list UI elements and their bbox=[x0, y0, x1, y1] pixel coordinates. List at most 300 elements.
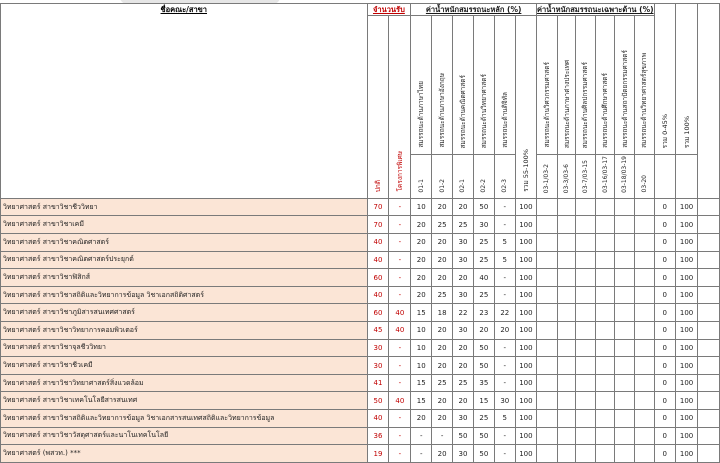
special-sum-cell[interactable]: 0 bbox=[654, 357, 675, 375]
table-row[interactable] bbox=[1, 216, 720, 234]
special-weight-cell[interactable] bbox=[576, 374, 596, 392]
program-name-cell[interactable]: วิทยาศาสตร์ สาขาวิชาจุลชีววิทยา bbox=[1, 339, 368, 357]
core-weight-cell[interactable]: 20 bbox=[432, 198, 453, 216]
core-weight-cell[interactable]: 20 bbox=[432, 269, 453, 287]
special-weight-cell[interactable] bbox=[595, 269, 615, 287]
special-sum-cell[interactable]: 0 bbox=[654, 286, 675, 304]
quota-special-cell[interactable]: - bbox=[389, 427, 411, 445]
special-weight-cell[interactable] bbox=[595, 427, 615, 445]
special-sum-cell[interactable]: 0 bbox=[654, 427, 675, 445]
grand-total-cell[interactable]: 100 bbox=[675, 198, 697, 216]
special-weight-cell[interactable] bbox=[634, 198, 654, 216]
core-weight-cell[interactable]: 10 bbox=[411, 198, 432, 216]
grand-total-cell[interactable]: 100 bbox=[675, 251, 697, 269]
special-weight-cell[interactable] bbox=[576, 410, 596, 428]
core-weight-cell[interactable]: 20 bbox=[411, 410, 432, 428]
program-name-cell[interactable]: วิทยาศาสตร์ สาขาวิชาชีววิทยา bbox=[1, 198, 368, 216]
core-weight-cell[interactable]: 10 bbox=[411, 357, 432, 375]
special-code: 03-1/03-2 bbox=[537, 155, 558, 199]
core-weight-cell[interactable]: 50 bbox=[473, 445, 494, 463]
special-weight-cell[interactable] bbox=[634, 286, 654, 304]
special-total-header: รวม 0-45% bbox=[654, 4, 675, 155]
core-weight-cell[interactable]: 25 bbox=[432, 286, 453, 304]
core-weight-cell[interactable]: - bbox=[411, 427, 432, 445]
core-weight-cell[interactable]: 10 bbox=[411, 339, 432, 357]
core-weight-cell[interactable]: 25 bbox=[473, 410, 494, 428]
special-weight-cell[interactable] bbox=[576, 234, 596, 252]
core-weight-cell[interactable]: 25 bbox=[473, 251, 494, 269]
special-weight-cell[interactable] bbox=[595, 357, 615, 375]
grand-total-cell[interactable]: 100 bbox=[675, 322, 697, 340]
core-weight-cell[interactable]: 20 bbox=[432, 357, 453, 375]
core-weight-cell[interactable]: 25 bbox=[473, 286, 494, 304]
core-weight-cell[interactable]: 30 bbox=[473, 216, 494, 234]
special-weight-cell[interactable] bbox=[537, 445, 558, 463]
special-weight-cell[interactable] bbox=[537, 339, 558, 357]
special-weight-cell[interactable] bbox=[634, 410, 654, 428]
core-weight-cell[interactable]: 10 bbox=[411, 322, 432, 340]
special-weight-cell[interactable] bbox=[615, 251, 635, 269]
quota-special-cell[interactable]: 40 bbox=[389, 304, 411, 322]
core-weight-cell[interactable]: 25 bbox=[432, 374, 453, 392]
core-sum-cell[interactable]: 100 bbox=[515, 339, 536, 357]
blank-cell[interactable] bbox=[698, 304, 720, 322]
quota-normal-cell[interactable]: 40 bbox=[367, 286, 389, 304]
special-weight-cell[interactable] bbox=[537, 251, 558, 269]
special-code: 03-7/03-15 bbox=[576, 155, 596, 199]
core-sum-cell[interactable]: 100 bbox=[515, 322, 536, 340]
core-sum-cell[interactable]: 100 bbox=[515, 304, 536, 322]
quota-special-cell[interactable]: - bbox=[389, 269, 411, 287]
core-weight-cell[interactable]: - bbox=[411, 445, 432, 463]
core-weight-cell[interactable]: 20 bbox=[453, 357, 474, 375]
core-weight-cell[interactable]: 50 bbox=[473, 339, 494, 357]
core-science-header: สมรรถนะด้านวิทยาศาสตร์ bbox=[473, 16, 494, 155]
special-weight-cell[interactable] bbox=[576, 198, 596, 216]
core-weight-cell[interactable]: 20 bbox=[453, 198, 474, 216]
special-weight-cell[interactable] bbox=[615, 392, 635, 410]
blank-cell[interactable] bbox=[698, 357, 720, 375]
grand-total-cell[interactable]: 100 bbox=[675, 339, 697, 357]
special-weight-cell[interactable] bbox=[595, 339, 615, 357]
table-row[interactable] bbox=[1, 357, 720, 375]
special-weight-cell[interactable] bbox=[557, 410, 575, 428]
table-row[interactable] bbox=[1, 392, 720, 410]
special-weight-cell[interactable] bbox=[634, 392, 654, 410]
core-weight-cell[interactable]: 5 bbox=[494, 234, 515, 252]
quota-normal-cell[interactable]: 40 bbox=[367, 234, 389, 252]
special-weight-cell[interactable] bbox=[595, 410, 615, 428]
core-weight-cell[interactable]: - bbox=[494, 216, 515, 234]
core-sum-cell[interactable]: 100 bbox=[515, 216, 536, 234]
core-weight-cell[interactable]: 20 bbox=[432, 251, 453, 269]
core-weight-cell[interactable]: 20 bbox=[453, 392, 474, 410]
table-row[interactable] bbox=[1, 251, 720, 269]
special-weight-cell[interactable] bbox=[595, 234, 615, 252]
core-weight-cell[interactable]: 20 bbox=[432, 392, 453, 410]
core-weight-cell[interactable]: - bbox=[494, 427, 515, 445]
quota-special-cell[interactable]: - bbox=[389, 374, 411, 392]
quota-normal-cell[interactable]: 60 bbox=[367, 304, 389, 322]
special-weight-cell[interactable] bbox=[595, 216, 615, 234]
special-weight-cell[interactable] bbox=[576, 269, 596, 287]
special-weight-cell[interactable] bbox=[576, 427, 596, 445]
program-name-cell[interactable]: วิทยาศาสตร์ สาขาวิชาภูมิสารสนเทศศาสตร์ bbox=[1, 304, 368, 322]
special-weight-cell[interactable] bbox=[537, 427, 558, 445]
special-sum-cell[interactable]: 0 bbox=[654, 392, 675, 410]
quota-special-cell[interactable]: - bbox=[389, 445, 411, 463]
core-weight-cell[interactable]: - bbox=[494, 198, 515, 216]
special-weight-cell[interactable] bbox=[634, 322, 654, 340]
core-weight-cell[interactable]: 22 bbox=[453, 304, 474, 322]
special-weight-cell[interactable] bbox=[595, 251, 615, 269]
special-weight-cell[interactable] bbox=[615, 357, 635, 375]
program-name-cell[interactable]: วิทยาศาสตร์ สาขาวิชาคณิตศาสตร์ประยุกต์ bbox=[1, 251, 368, 269]
quota-special-cell[interactable]: - bbox=[389, 286, 411, 304]
core-weight-cell[interactable]: 35 bbox=[473, 374, 494, 392]
quota-normal-cell[interactable]: 70 bbox=[367, 216, 389, 234]
table-row[interactable] bbox=[1, 339, 720, 357]
special-weight-cell[interactable] bbox=[537, 269, 558, 287]
table-row[interactable] bbox=[1, 374, 720, 392]
special-weight-cell[interactable] bbox=[634, 374, 654, 392]
quota-special-cell[interactable]: - bbox=[389, 339, 411, 357]
core-weight-cell[interactable]: 15 bbox=[411, 392, 432, 410]
core-weight-cell[interactable]: 20 bbox=[432, 445, 453, 463]
special-weight-cell[interactable] bbox=[634, 269, 654, 287]
special-weight-cell[interactable] bbox=[557, 269, 575, 287]
special-weight-cell[interactable] bbox=[537, 374, 558, 392]
core-weight-cell[interactable]: 20 bbox=[411, 216, 432, 234]
core-weight-cell[interactable]: 20 bbox=[411, 269, 432, 287]
quota-normal-cell[interactable]: 70 bbox=[367, 198, 389, 216]
admission-weight-table bbox=[0, 3, 720, 463]
core-weight-cell[interactable]: - bbox=[494, 374, 515, 392]
special-weight-cell[interactable] bbox=[615, 198, 635, 216]
special-weight-cell[interactable] bbox=[537, 357, 558, 375]
core-weight-cell[interactable]: 20 bbox=[432, 322, 453, 340]
program-name-cell[interactable]: วิทยาศาสตร์ สาขาวิชาวัสดุศาสตร์และนาโนเทคโนโลยี bbox=[1, 427, 368, 445]
table-row[interactable] bbox=[1, 410, 720, 428]
core-weight-cell[interactable]: - bbox=[494, 357, 515, 375]
core-weight-cell[interactable]: 20 bbox=[411, 234, 432, 252]
special-weight-cell[interactable] bbox=[576, 339, 596, 357]
core-weight-cell[interactable]: 20 bbox=[432, 410, 453, 428]
core-weight-cell[interactable]: 20 bbox=[473, 322, 494, 340]
quota-special-cell[interactable]: - bbox=[389, 251, 411, 269]
grand-total-cell[interactable]: 100 bbox=[675, 374, 697, 392]
table-row[interactable] bbox=[1, 269, 720, 287]
quota-normal-cell[interactable]: 30 bbox=[367, 339, 389, 357]
core-weight-cell[interactable]: 30 bbox=[453, 322, 474, 340]
core-weight-cell[interactable]: 5 bbox=[494, 251, 515, 269]
quota-special-cell[interactable]: - bbox=[389, 357, 411, 375]
special-weight-cell[interactable] bbox=[557, 234, 575, 252]
blank-cell[interactable] bbox=[698, 251, 720, 269]
special-weight-cell[interactable] bbox=[537, 216, 558, 234]
quota-special-cell[interactable]: - bbox=[389, 410, 411, 428]
program-name-cell[interactable]: วิทยาศาสตร์ สาขาวิชาเทคโนโลยีสารสนเทศ bbox=[1, 392, 368, 410]
core-weight-cell[interactable]: 15 bbox=[411, 304, 432, 322]
special-sum-cell[interactable]: 0 bbox=[654, 234, 675, 252]
blank-cell[interactable] bbox=[698, 216, 720, 234]
table-row[interactable] bbox=[1, 286, 720, 304]
program-name-cell[interactable]: วิทยาศาสตร์ สาขาวิชาวิทยาศาสตร์สิ่งแวดล้อม bbox=[1, 374, 368, 392]
special-weight-cell[interactable] bbox=[595, 322, 615, 340]
table-row[interactable] bbox=[1, 198, 720, 216]
core-weight-cell[interactable]: 5 bbox=[494, 410, 515, 428]
special-sum-cell[interactable]: 0 bbox=[654, 269, 675, 287]
core-weight-cell[interactable]: - bbox=[494, 269, 515, 287]
core-code: 01-2 bbox=[432, 155, 453, 199]
quota-group-header: จำนวนรับ bbox=[367, 4, 411, 16]
special-weight-cell[interactable] bbox=[576, 392, 596, 410]
core-sum-cell[interactable]: 100 bbox=[515, 392, 536, 410]
grand-total-cell[interactable]: 100 bbox=[675, 357, 697, 375]
core-weight-cell[interactable]: 15 bbox=[411, 374, 432, 392]
special-weight-cell[interactable] bbox=[615, 234, 635, 252]
special-sum-cell[interactable]: 0 bbox=[654, 322, 675, 340]
core-sum-cell[interactable]: 100 bbox=[515, 251, 536, 269]
core-weight-cell[interactable]: 25 bbox=[473, 234, 494, 252]
blank-cell[interactable] bbox=[698, 374, 720, 392]
special-sum-cell[interactable]: 0 bbox=[654, 216, 675, 234]
special-weight-cell[interactable] bbox=[576, 251, 596, 269]
special-sum-cell[interactable]: 0 bbox=[654, 445, 675, 463]
special-weight-cell[interactable] bbox=[557, 286, 575, 304]
core-code: 02-1 bbox=[453, 155, 474, 199]
table-row[interactable] bbox=[1, 304, 720, 322]
special-weight-cell[interactable] bbox=[537, 198, 558, 216]
core-weight-cell[interactable]: 22 bbox=[494, 304, 515, 322]
special-sum-cell[interactable]: 0 bbox=[654, 251, 675, 269]
quota-normal-cell[interactable]: 36 bbox=[367, 427, 389, 445]
program-name-cell[interactable]: วิทยาศาสตร์ สาขาวิชาวิทยาการคอมพิวเตอร์ bbox=[1, 322, 368, 340]
program-name-cell[interactable]: วิทยาศาสตร์ สาขาวิชาฟิสิกส์ bbox=[1, 269, 368, 287]
program-name-cell[interactable]: วิทยาศาสตร์ สาขาวิชาเคมี bbox=[1, 216, 368, 234]
core-weight-cell[interactable]: - bbox=[494, 286, 515, 304]
core-weight-cell[interactable]: 30 bbox=[453, 286, 474, 304]
special-weight-cell[interactable] bbox=[557, 357, 575, 375]
special-weight-cell[interactable] bbox=[595, 198, 615, 216]
blank-cell[interactable] bbox=[698, 410, 720, 428]
table-row[interactable] bbox=[1, 234, 720, 252]
special-weight-cell[interactable] bbox=[557, 374, 575, 392]
core-weight-cell[interactable]: 18 bbox=[432, 304, 453, 322]
core-sum-cell[interactable]: 100 bbox=[515, 198, 536, 216]
program-name-cell[interactable]: วิทยาศาสตร์ (พสวท.) *** bbox=[1, 445, 368, 463]
core-weight-cell[interactable]: 50 bbox=[473, 198, 494, 216]
grand-total-cell[interactable]: 100 bbox=[675, 445, 697, 463]
core-sum-cell[interactable]: 100 bbox=[515, 286, 536, 304]
special-weight-cell[interactable] bbox=[634, 427, 654, 445]
core-sum-cell[interactable]: 100 bbox=[515, 427, 536, 445]
blank-cell[interactable] bbox=[698, 198, 720, 216]
quota-normal-cell[interactable]: 50 bbox=[367, 392, 389, 410]
core-sum-cell[interactable]: 100 bbox=[515, 410, 536, 428]
special-sum-cell[interactable]: 0 bbox=[654, 339, 675, 357]
grand-total-code bbox=[675, 155, 697, 199]
blank-cell[interactable] bbox=[698, 269, 720, 287]
quota-normal-cell[interactable]: 45 bbox=[367, 322, 389, 340]
special-weight-cell[interactable] bbox=[537, 392, 558, 410]
core-weight-cell[interactable]: 15 bbox=[473, 392, 494, 410]
quota-special-cell[interactable]: 40 bbox=[389, 322, 411, 340]
special-sum-cell[interactable]: 0 bbox=[654, 198, 675, 216]
core-sum-cell[interactable]: 100 bbox=[515, 234, 536, 252]
program-name-cell[interactable]: วิทยาศาสตร์ สาขาวิชาสถิติและวิทยาการข้อมูล วิชาเอกสารสนเทศสถิติและวิทยาการข้อมูล bbox=[1, 410, 368, 428]
special-weight-cell[interactable] bbox=[615, 304, 635, 322]
table-row[interactable] bbox=[1, 445, 720, 463]
core-weight-cell[interactable]: 23 bbox=[473, 304, 494, 322]
special-weight-cell[interactable] bbox=[537, 322, 558, 340]
special-arts-header: สมรรถนะด้านศิลปกรรมศาสตร์ bbox=[576, 16, 596, 155]
core-weight-cell[interactable]: 40 bbox=[473, 269, 494, 287]
core-sum-cell[interactable]: 100 bbox=[515, 269, 536, 287]
core-weight-cell[interactable]: - bbox=[432, 427, 453, 445]
core-weight-cell[interactable]: 30 bbox=[453, 234, 474, 252]
special-weight-cell[interactable] bbox=[595, 374, 615, 392]
core-weight-cell[interactable]: 50 bbox=[473, 357, 494, 375]
special-weight-cell[interactable] bbox=[557, 339, 575, 357]
special-weight-cell[interactable] bbox=[634, 445, 654, 463]
special-weight-cell[interactable] bbox=[595, 392, 615, 410]
quota-special-cell[interactable]: 40 bbox=[389, 392, 411, 410]
special-weight-cell[interactable] bbox=[576, 357, 596, 375]
core-weight-cell[interactable]: - bbox=[494, 445, 515, 463]
special-weight-cell[interactable] bbox=[576, 286, 596, 304]
special-weight-cell[interactable] bbox=[576, 322, 596, 340]
grand-total-cell[interactable]: 100 bbox=[675, 269, 697, 287]
special-weight-cell[interactable] bbox=[576, 445, 596, 463]
table-row[interactable] bbox=[1, 322, 720, 340]
special-weight-cell[interactable] bbox=[557, 216, 575, 234]
special-weight-cell[interactable] bbox=[615, 286, 635, 304]
special-weight-cell[interactable] bbox=[537, 304, 558, 322]
core-weight-cell[interactable]: 25 bbox=[453, 216, 474, 234]
special-sum-cell[interactable]: 0 bbox=[654, 374, 675, 392]
quota-normal-header: ปกติ bbox=[367, 16, 389, 199]
quota-normal-cell[interactable]: 30 bbox=[367, 357, 389, 375]
quota-normal-cell[interactable]: 19 bbox=[367, 445, 389, 463]
special-sum-cell[interactable]: 0 bbox=[654, 304, 675, 322]
special-weight-cell[interactable] bbox=[557, 251, 575, 269]
blank-cell[interactable] bbox=[698, 427, 720, 445]
special-weight-cell[interactable] bbox=[615, 445, 635, 463]
table-body bbox=[1, 198, 720, 462]
special-weight-cell[interactable] bbox=[615, 427, 635, 445]
core-weight-cell[interactable]: 30 bbox=[453, 410, 474, 428]
core-weight-cell[interactable]: 20 bbox=[432, 339, 453, 357]
special-weight-cell[interactable] bbox=[537, 234, 558, 252]
quota-normal-cell[interactable]: 60 bbox=[367, 269, 389, 287]
program-name-cell[interactable]: วิทยาศาสตร์ สาขาวิชาคณิตศาสตร์ bbox=[1, 234, 368, 252]
special-weight-cell[interactable] bbox=[634, 216, 654, 234]
special-weight-cell[interactable] bbox=[634, 357, 654, 375]
core-weight-cell[interactable]: 30 bbox=[453, 251, 474, 269]
special-weight-cell[interactable] bbox=[537, 286, 558, 304]
special-weight-cell[interactable] bbox=[634, 304, 654, 322]
quota-normal-cell[interactable]: 41 bbox=[367, 374, 389, 392]
table-row[interactable] bbox=[1, 427, 720, 445]
special-weight-cell[interactable] bbox=[557, 392, 575, 410]
core-weight-cell[interactable]: 25 bbox=[432, 216, 453, 234]
core-weight-cell[interactable]: 30 bbox=[453, 445, 474, 463]
program-name-cell[interactable]: วิทยาศาสตร์ สาขาวิชาชีวเคมี bbox=[1, 357, 368, 375]
grand-total-cell[interactable]: 100 bbox=[675, 410, 697, 428]
quota-special-cell[interactable]: - bbox=[389, 234, 411, 252]
special-weight-cell[interactable] bbox=[557, 304, 575, 322]
special-weight-cell[interactable] bbox=[595, 286, 615, 304]
grand-total-cell[interactable]: 100 bbox=[675, 286, 697, 304]
core-sum-cell[interactable]: 100 bbox=[515, 445, 536, 463]
special-weight-cell[interactable] bbox=[634, 251, 654, 269]
quota-special-cell[interactable]: - bbox=[389, 198, 411, 216]
special-weight-cell[interactable] bbox=[615, 216, 635, 234]
special-weight-cell[interactable] bbox=[557, 445, 575, 463]
blank-cell[interactable] bbox=[698, 339, 720, 357]
core-weight-cell[interactable]: 20 bbox=[411, 286, 432, 304]
special-weight-cell[interactable] bbox=[576, 304, 596, 322]
special-weight-cell[interactable] bbox=[615, 339, 635, 357]
special-weight-cell[interactable] bbox=[576, 216, 596, 234]
special-weight-cell[interactable] bbox=[595, 445, 615, 463]
grand-total-cell[interactable]: 100 bbox=[675, 304, 697, 322]
special-weight-cell[interactable] bbox=[557, 427, 575, 445]
special-code: 03-3/03-6 bbox=[557, 155, 575, 199]
core-weight-cell[interactable]: 20 bbox=[494, 322, 515, 340]
grand-total-cell[interactable]: 100 bbox=[675, 234, 697, 252]
special-weight-cell[interactable] bbox=[634, 234, 654, 252]
quota-normal-cell[interactable]: 40 bbox=[367, 410, 389, 428]
special-weight-cell[interactable] bbox=[615, 410, 635, 428]
blank-cell[interactable] bbox=[698, 392, 720, 410]
core-weight-cell[interactable]: 20 bbox=[453, 339, 474, 357]
program-header: ชื่อคณะ/สาขา bbox=[1, 4, 368, 199]
special-weight-cell[interactable] bbox=[557, 322, 575, 340]
quota-normal-cell[interactable]: 40 bbox=[367, 251, 389, 269]
core-weight-cell[interactable]: 20 bbox=[432, 234, 453, 252]
core-weight-cell[interactable]: - bbox=[494, 339, 515, 357]
special-weight-cell[interactable] bbox=[595, 304, 615, 322]
special-weight-cell[interactable] bbox=[615, 269, 635, 287]
blank-cell[interactable] bbox=[698, 445, 720, 463]
core-sum-cell[interactable]: 100 bbox=[515, 357, 536, 375]
blank-cell[interactable] bbox=[698, 286, 720, 304]
blank-cell[interactable] bbox=[698, 234, 720, 252]
core-weight-cell[interactable]: 30 bbox=[494, 392, 515, 410]
special-sum-cell[interactable]: 0 bbox=[654, 410, 675, 428]
special-weight-cell[interactable] bbox=[537, 410, 558, 428]
core-weight-cell[interactable]: 20 bbox=[411, 251, 432, 269]
special-weight-cell[interactable] bbox=[615, 322, 635, 340]
grand-total-cell[interactable]: 100 bbox=[675, 427, 697, 445]
special-weight-cell[interactable] bbox=[557, 198, 575, 216]
blank-cell[interactable] bbox=[698, 322, 720, 340]
core-sum-cell[interactable]: 100 bbox=[515, 374, 536, 392]
grand-total-cell[interactable]: 100 bbox=[675, 392, 697, 410]
core-weight-group-header: ค่าน้ำหนักสมรรถนะหลัก (%) bbox=[411, 4, 537, 16]
core-weight-cell[interactable]: 25 bbox=[453, 374, 474, 392]
quota-special-cell[interactable]: - bbox=[389, 216, 411, 234]
special-weight-cell[interactable] bbox=[634, 339, 654, 357]
core-weight-cell[interactable]: 20 bbox=[453, 269, 474, 287]
special-weight-cell[interactable] bbox=[615, 374, 635, 392]
core-weight-cell[interactable]: 50 bbox=[473, 427, 494, 445]
grand-total-cell[interactable]: 100 bbox=[675, 216, 697, 234]
core-weight-cell[interactable]: 50 bbox=[453, 427, 474, 445]
program-name-cell[interactable]: วิทยาศาสตร์ สาขาวิชาสถิติและวิทยาการข้อมูล วิชาเอกสถิติศาสตร์ bbox=[1, 286, 368, 304]
